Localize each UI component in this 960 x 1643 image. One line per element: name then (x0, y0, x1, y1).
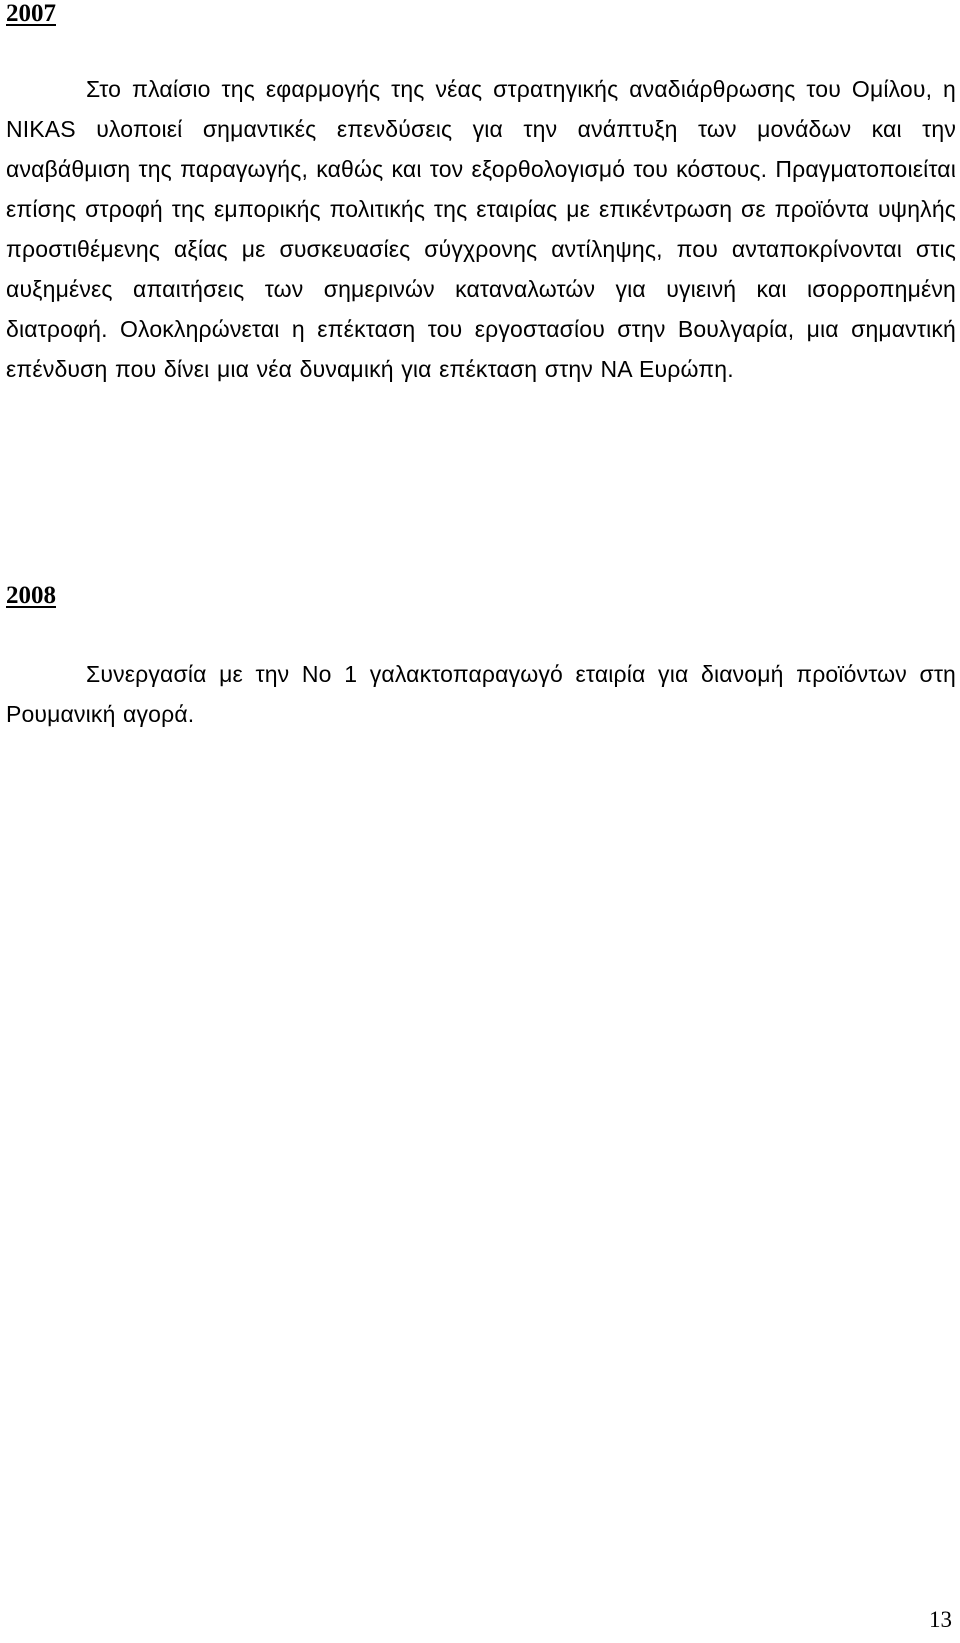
page-number: 13 (929, 1607, 952, 1632)
paragraph-2007: Στο πλαίσιο της εφαρμογής της νέας στρατηγικής αναδιάρθρωσης του Ομίλου, η NIKAS υλοποιεί σημαντικές επενδύσεις για την ανάπτυξη των μονάδων και την αναβάθμιση της παραγωγής, καθώς και τον εξορθολογισμό του κόστους. Πραγματοποιείται επίσης στροφή της εμπορικής πολιτικής της εταιρίας με επικέντρωση σε προϊόντα υψηλής προστιθέμενης αξίας με συσκευασίες σύγχρονης αντίληψης, που ανταποκρίνονται στις αυξημένες απαιτήσεις των σημερινών καταναλωτών για υγιεινή και ισορροπημένη διατροφή. Ολοκληρώνεται η επέκταση του εργοστασίου στην Βουλγαρία, μια σημαντική επένδυση που δίνει μια νέα δυναμική για επέκταση στην ΝΑ Ευρώπη. (6, 76, 956, 382)
year-heading-2008: 2008 (6, 582, 56, 609)
paragraph-2008: Συνεργασία με την Νο 1 γαλακτοπαραγωγό εταιρία για διανομή προϊόντων στη Ρουμανική αγορά. (6, 661, 956, 727)
year-heading-2007: 2007 (6, 0, 56, 27)
